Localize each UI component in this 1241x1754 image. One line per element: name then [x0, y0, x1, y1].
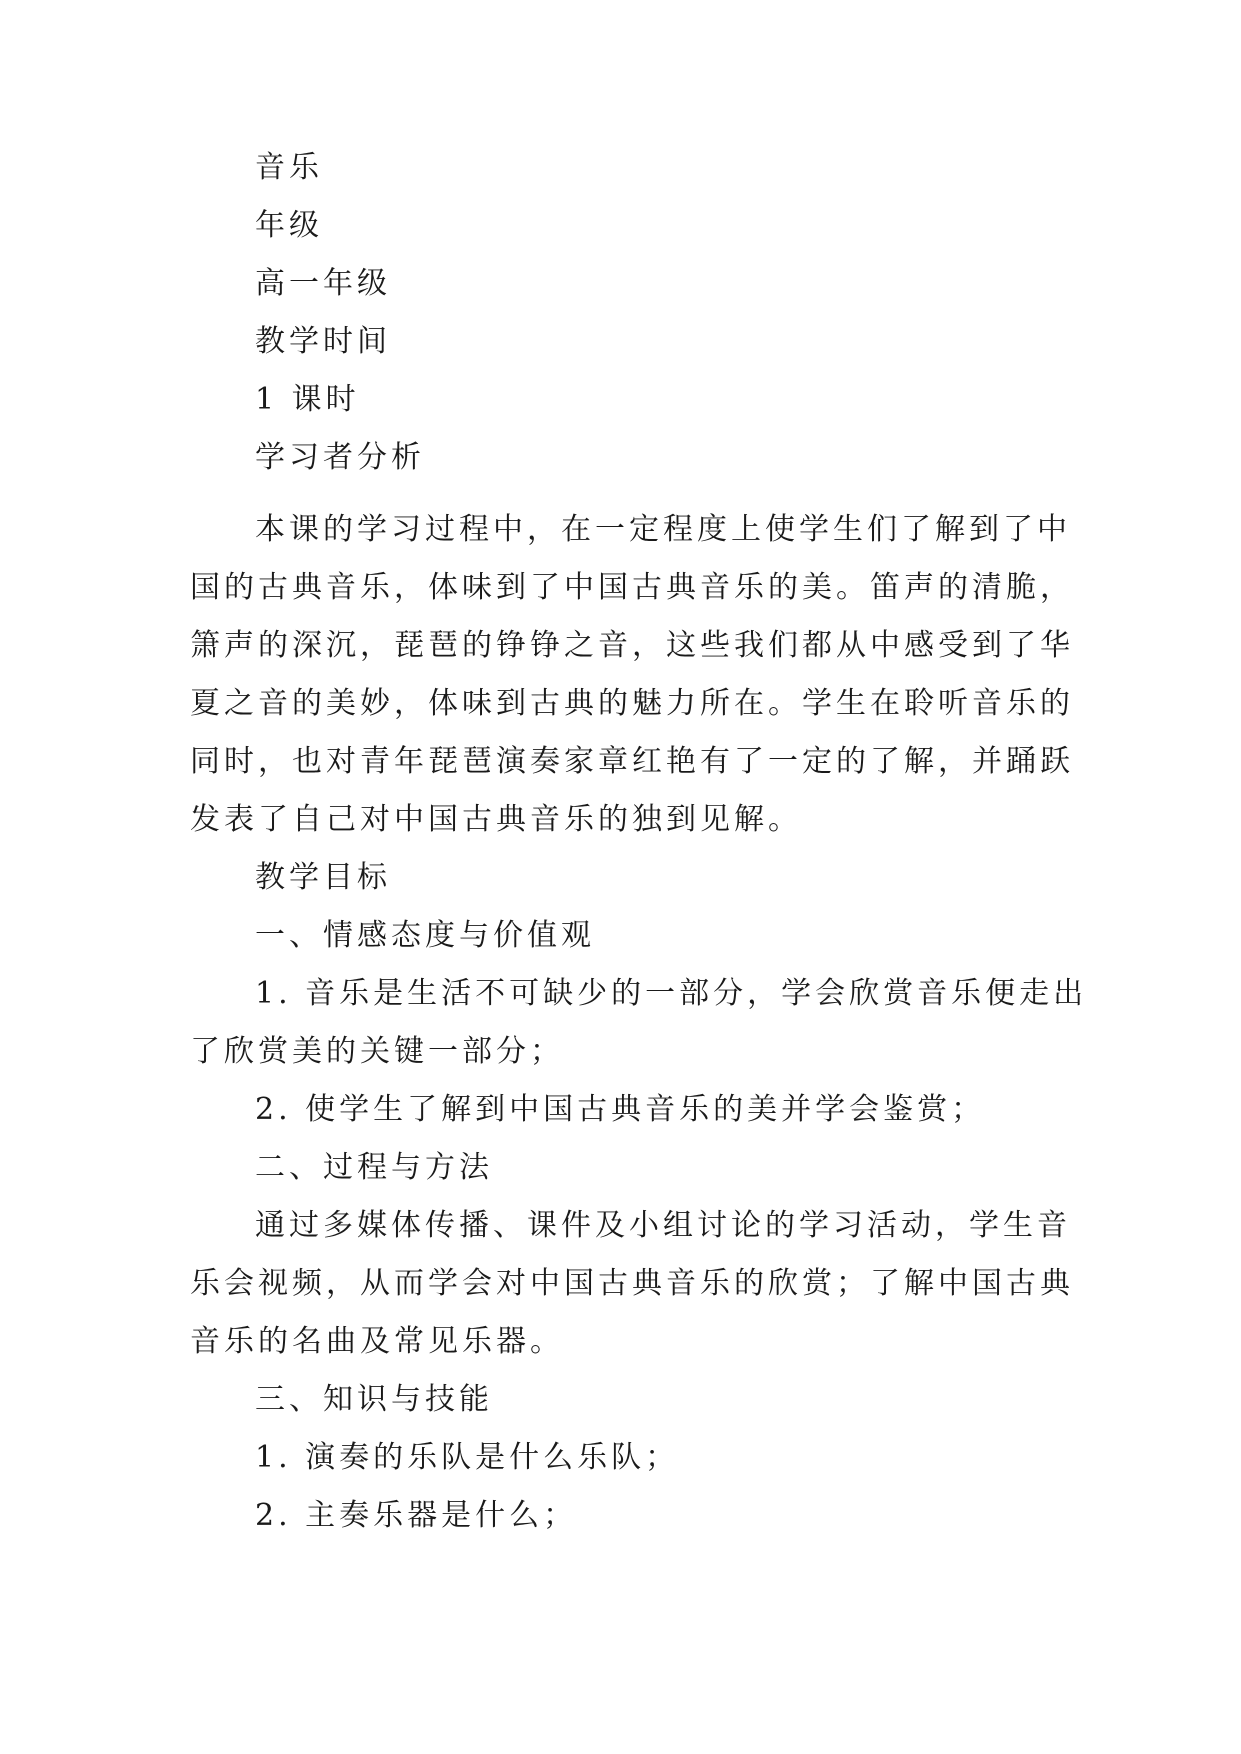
paragraph-line: 国的古典音乐，体味到了中国古典音乐的美。笛声的清脆，	[190, 570, 1074, 605]
paragraph-line: 发表了自己对中国古典音乐的独到见解。	[190, 802, 802, 837]
text-line: 高一年级	[255, 266, 391, 301]
text-line: 音乐	[255, 150, 323, 185]
text-line: 年级	[255, 208, 323, 243]
paragraph-line: 乐会视频，从而学会对中国古典音乐的欣赏；了解中国古典	[190, 1266, 1074, 1301]
paragraph-line: 夏之音的美妙，体味到古典的魅力所在。学生在聆听音乐的	[190, 686, 1074, 721]
text-line: 1 课时	[255, 382, 360, 417]
paragraph-line: 音乐的名曲及常见乐器。	[190, 1324, 564, 1359]
paragraph-line: 通过多媒体传播、课件及小组讨论的学习活动，学生音	[255, 1208, 1071, 1243]
list-item: 了欣赏美的关键一部分；	[190, 1034, 564, 1069]
paragraph-line: 同时，也对青年琵琶演奏家章红艳有了一定的了解，并踊跃	[190, 744, 1074, 779]
text-line: 学习者分析	[255, 440, 425, 475]
list-item: 2. 主奏乐器是什么；	[255, 1498, 578, 1533]
paragraph-line: 箫声的深沉，琵琶的铮铮之音，这些我们都从中感受到了华	[190, 628, 1074, 663]
list-item: 1. 演奏的乐队是什么乐队；	[255, 1440, 680, 1475]
section-heading: 三、知识与技能	[255, 1382, 493, 1417]
list-item: 2. 使学生了解到中国古典音乐的美并学会鉴赏；	[255, 1092, 986, 1127]
text-line: 教学时间	[255, 324, 391, 359]
paragraph-line: 本课的学习过程中，在一定程度上使学生们了解到了中	[255, 512, 1071, 547]
section-heading: 一、情感态度与价值观	[255, 918, 595, 953]
list-item: 1. 音乐是生活不可缺少的一部分，学会欣赏音乐便走出	[255, 976, 1088, 1011]
section-heading: 教学目标	[255, 860, 391, 895]
section-heading: 二、过程与方法	[255, 1150, 493, 1185]
